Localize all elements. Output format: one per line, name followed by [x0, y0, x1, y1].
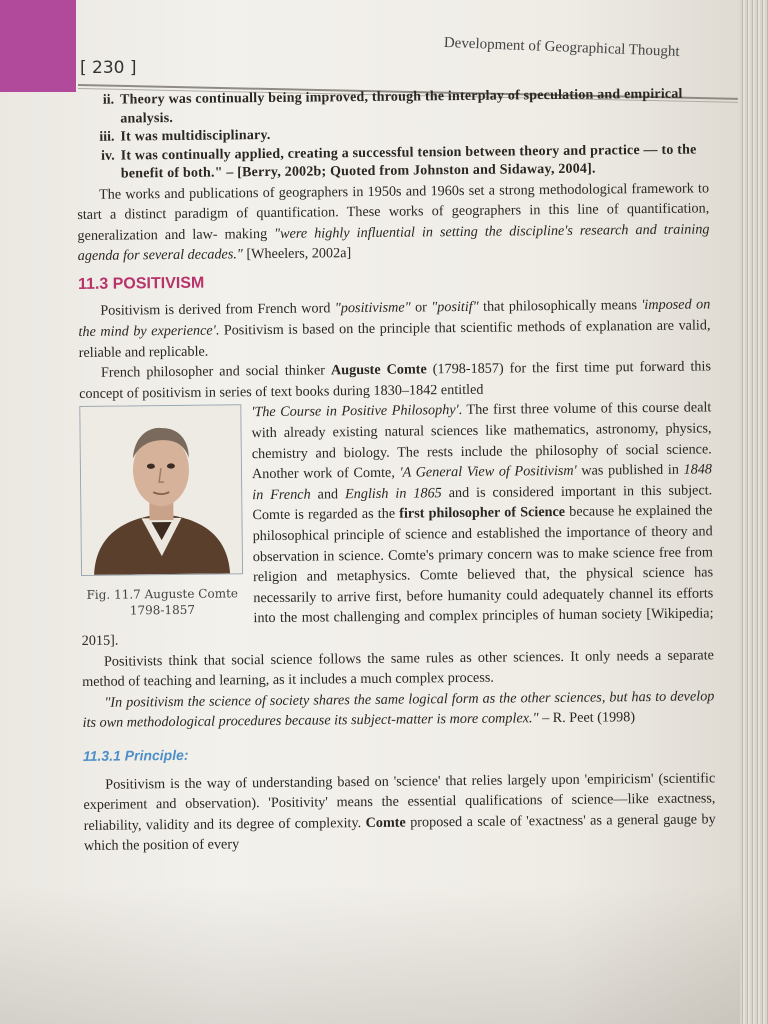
citation: [Wheelers, 2002a] [242, 245, 352, 263]
chapter-tab [0, 0, 76, 92]
italic-date: English in 1865 [344, 485, 442, 503]
paragraph-quote [82, 686, 714, 734]
text: French philosopher and social thinker [100, 362, 332, 382]
list-number: iv. [100, 148, 115, 164]
list-item [77, 141, 709, 185]
text: Positivism is derived from French word [100, 300, 335, 320]
text: or [410, 299, 432, 316]
text: and [310, 486, 346, 503]
italic-date: 1848 in French [252, 461, 713, 503]
page-number: [ 230 ] [80, 58, 137, 78]
portrait-image [79, 405, 243, 577]
figure-comte [79, 405, 243, 619]
list-text: It was continually applied, creating a successful tension between theory and practice — to the benefit of both." – [Berry, 2002b; Quoted from Johnston and Sidaway, 2004]. [120, 142, 697, 182]
paragraph-works [77, 178, 710, 267]
text: . The first three volume of this course dealt with already existing natural sciences like mathematics, astronomy, physics, chemistry and biology. The rests include the philosophy of social science. Another work of Comte, [251, 399, 712, 483]
text: that philosophically means [478, 297, 642, 316]
text: . Positivism is based on the principle that scientific methods of explanation are valid, reliable and replicable. [78, 317, 711, 361]
figure-caption: Fig. 11.7 Auguste Comte 1798-1857 [86, 586, 239, 618]
italic-term: "positivisme" [334, 299, 411, 317]
list-text: Theory was continually being improved, through the interplay of speculation and empirical analysis. [120, 86, 683, 127]
bold-name: Auguste Comte [330, 361, 427, 379]
page-shadow [0, 884, 748, 1024]
text: proposed a scale of 'exactness' as a general gauge by which the position of every [83, 811, 716, 855]
text: and is considered important in this subject. Comte is regarded as the [252, 482, 713, 524]
italic-term: "positif" [431, 299, 479, 316]
italic-quote: "were highly influential in setting the discipline's research and training agenda for several decades." [77, 221, 710, 265]
list-number: ii. [102, 92, 115, 108]
bold-phrase: first philosopher of Science [399, 504, 566, 523]
page-edges [740, 0, 768, 1024]
page-body [76, 85, 716, 856]
paragraph-comte [79, 357, 711, 405]
subsection-heading: 11.3.1 Principle: [82, 746, 189, 764]
section-heading: 11.3 POSITIVISM [77, 274, 205, 293]
paragraph-principle [83, 768, 716, 857]
text: because he explained the philosophical principle of science and established the importance of theory and observation in science. Comte's primary concern was to make science free from religion and metaphysics. Comte believed that, the physical science has necessarily to arrive first, before humanity could adequately channel its efforts into the most challenging and complex principles of human society [Wikipedia; 2015]. [81, 502, 714, 649]
numbered-list [76, 85, 709, 184]
list-text: It was multidisciplinary. [120, 127, 271, 145]
text: (1798-1857) for the first time put forward this concept of positivism in series of text books during 1830–1842 entitled [79, 358, 712, 402]
list-number: iii. [99, 129, 115, 145]
paragraph-positivists: Positivists think that social science follows the same rules as other sciences. It only needs a separate method of teaching and learning, as it includes a much complex process. [82, 646, 715, 691]
running-head: Development of Geographical Thought [443, 34, 680, 60]
text: was published in [576, 461, 684, 479]
text: The works and publications of geographers in 1950s and 1960s set a strong methodological framework to start a distinct paradigm of quantification. These works of geographers in this line of quantification, generalization and law- making [77, 179, 710, 244]
text: Positivism is the way of understanding based on 'science' that relies largely upon 'empiricism' (scientific experiment and observation). 'Positivity' means the essential qualifications of science—like exactness, reliability, validity and its degree of complexity. [83, 769, 716, 834]
bold-name: Comte [365, 814, 406, 831]
italic-quote: "In positivism the science of society shares the same logical form as the other sciences, but has to develop its own methodological procedures because its subject-matter is more complex." [82, 688, 715, 732]
italic-book: 'The Course in Positive Philosophy' [251, 402, 459, 421]
italic-term: 'imposed on the mind by experience' [78, 296, 711, 341]
italic-book: 'A General View of Positivism' [399, 462, 577, 481]
citation: – R. Peet (1998) [538, 709, 636, 727]
paragraph-derived [78, 295, 711, 363]
